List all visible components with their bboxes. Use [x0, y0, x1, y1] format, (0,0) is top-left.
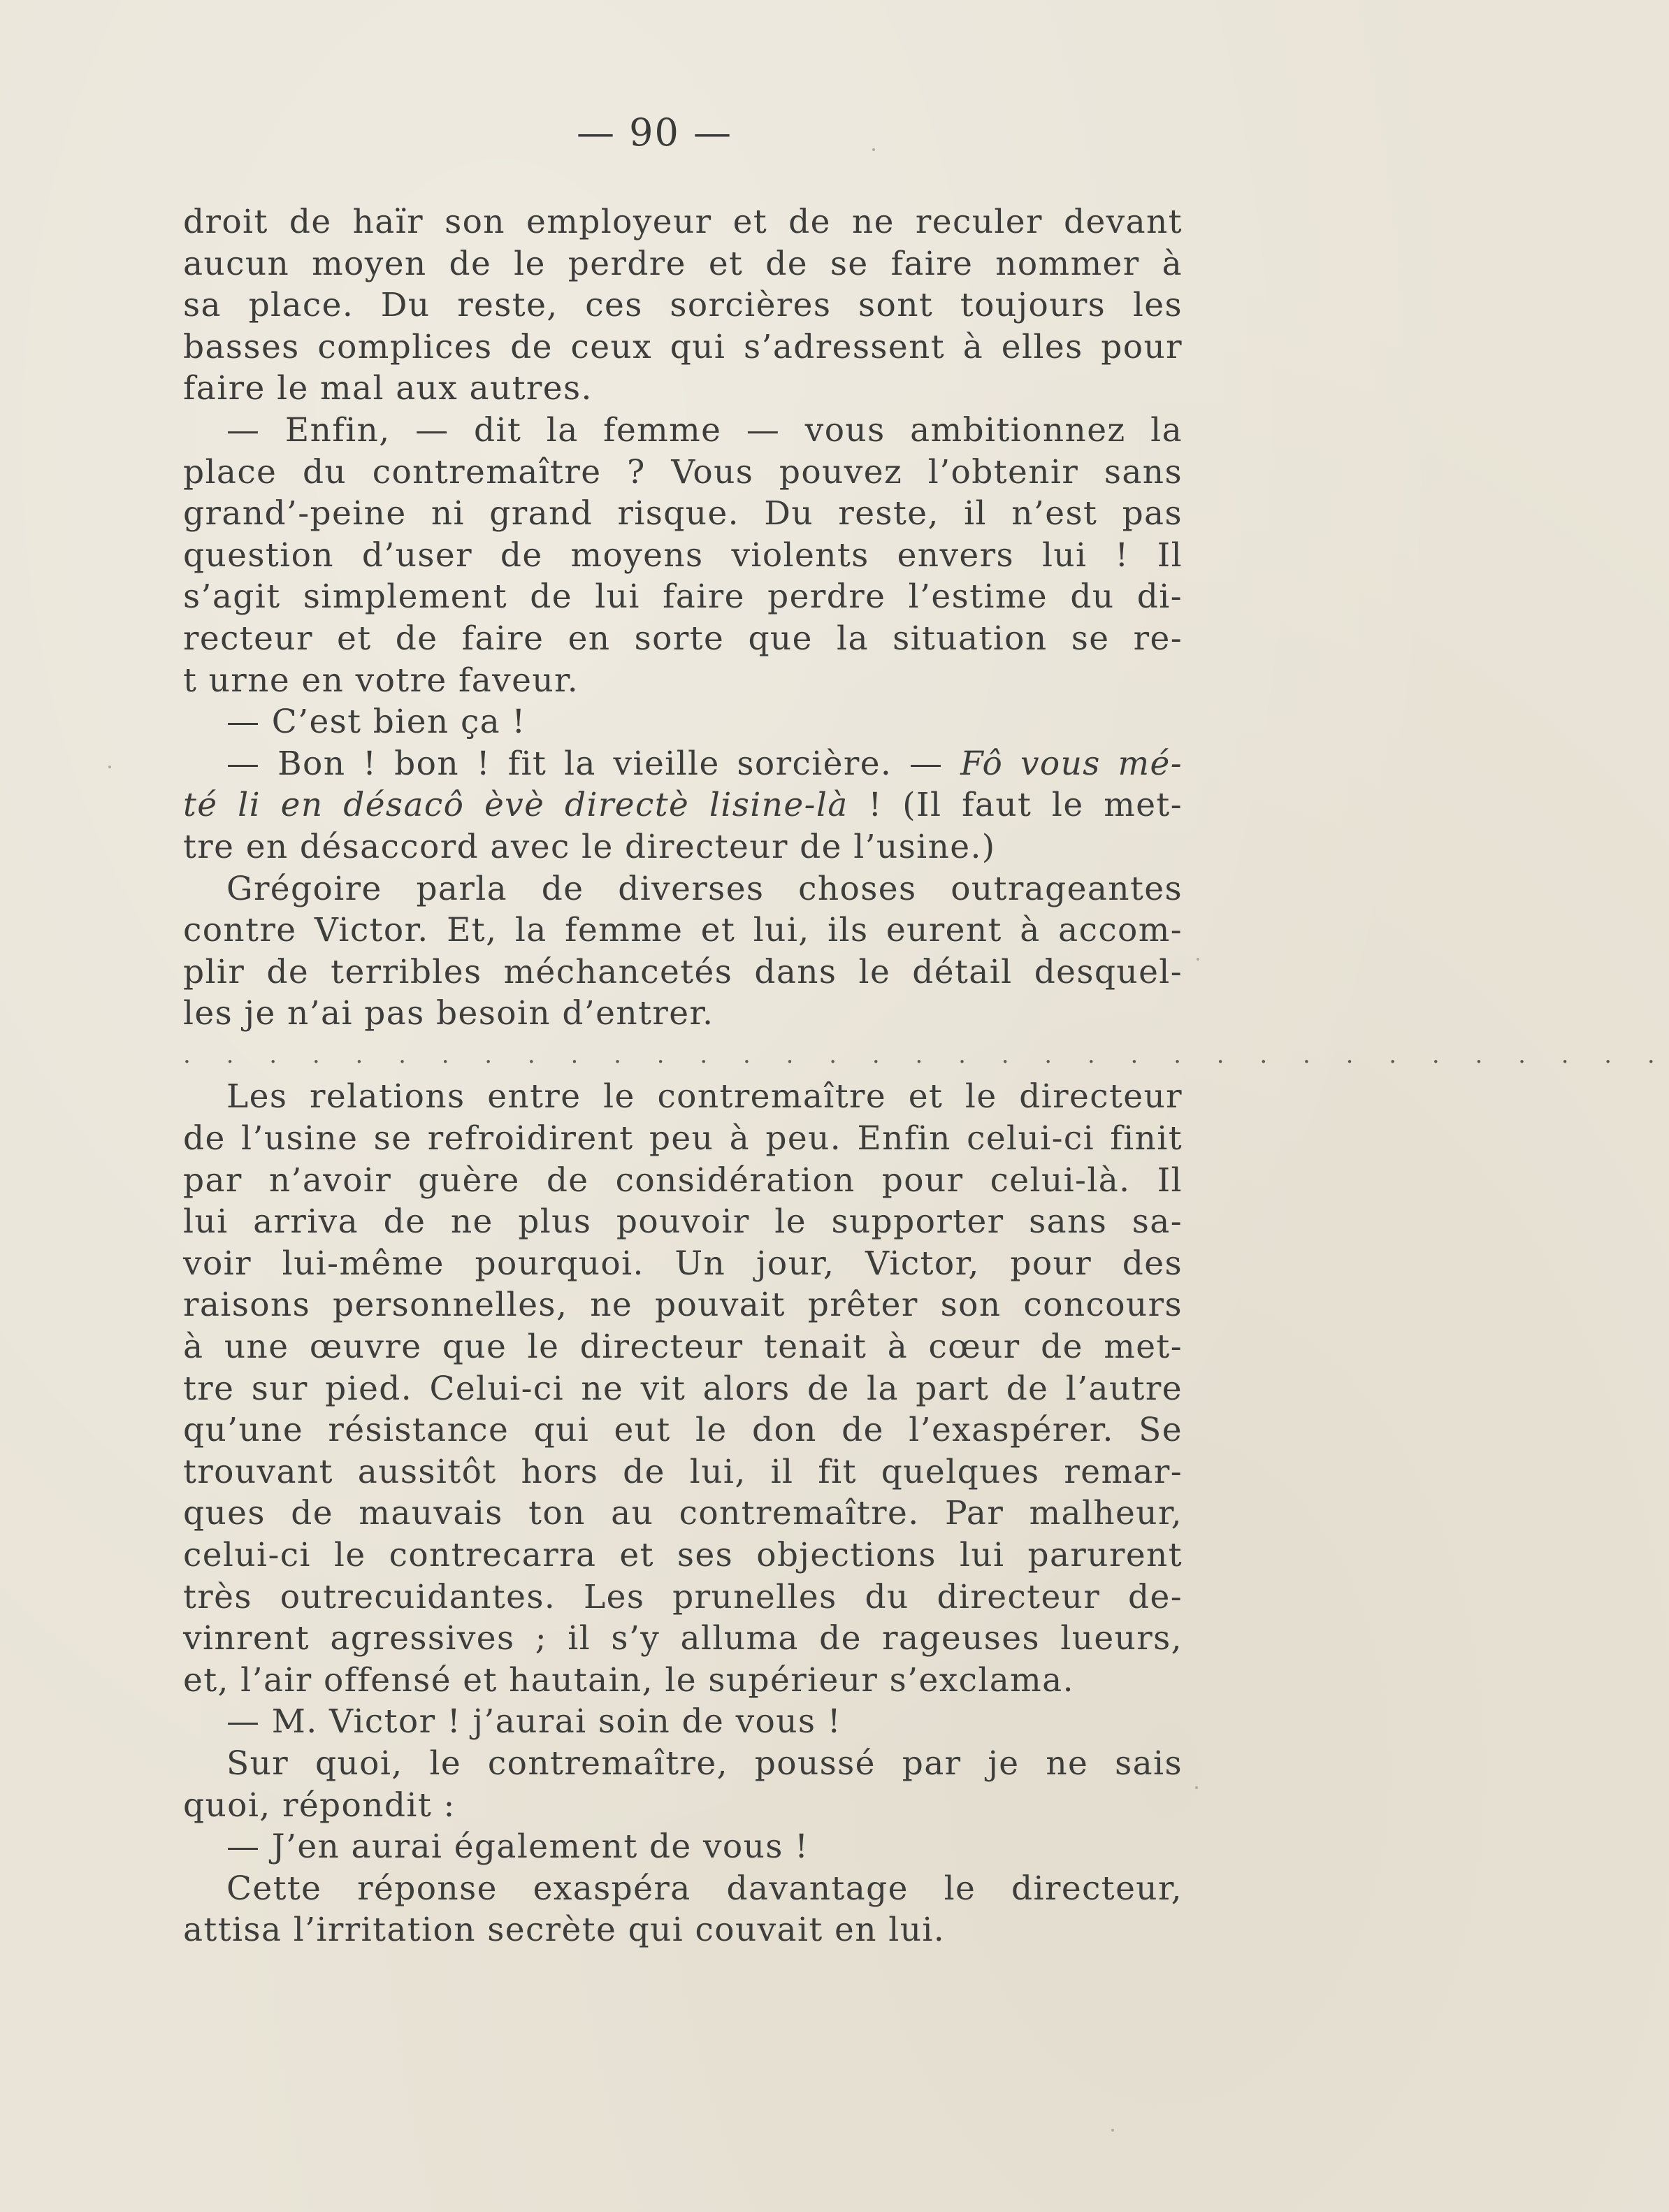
text-line: s’agit simplement de lui faire perdre l’estime du di-	[183, 577, 1183, 617]
text-run: — Bon ! bon ! fit la vieille sorcière. —	[226, 744, 961, 783]
text-line: recteur et de faire en sorte que la situation se re-	[183, 619, 1183, 658]
text-line: grand’-peine ni grand risque. Du reste, il n’est pas	[183, 494, 1183, 533]
text-line: raisons personnelles, ne pouvait prêter son concours	[183, 1286, 1183, 1325]
text-line: question d’user de moyens violents envers lui ! Il	[183, 536, 1183, 575]
paragraph	[183, 868, 1183, 1035]
text-line: par n’avoir guère de considération pour celui-là. Il	[183, 1161, 1183, 1200]
text-line: Sur quoi, le contremaître, poussé par je ne sais	[226, 1744, 1183, 1783]
body-text	[183, 201, 1669, 1951]
paragraph	[183, 410, 1183, 701]
text-line: t urne en votre faveur.	[183, 661, 579, 700]
text-line: basses complices de ceux qui s’adressent à elles pour	[183, 327, 1183, 366]
paper-speck	[1197, 958, 1199, 961]
paragraph	[183, 701, 1183, 743]
paper-speck	[1111, 2129, 1114, 2132]
text-line: — J’en aurai également de vous !	[226, 1827, 809, 1867]
text-line: — C’est bien ça !	[226, 703, 526, 742]
creole-italic-text: Fô vous mé-	[960, 744, 1183, 783]
text-line: droit de haïr son employeur et de ne reculer devant	[183, 203, 1183, 241]
text-line: Grégoire parla de diverses choses outrageantes	[226, 869, 1183, 908]
text-line: qu’une résistance qui eut le don de l’exaspérer. Se	[183, 1411, 1183, 1450]
text-line: Cette réponse exaspéra davantage le directeur,	[226, 1869, 1183, 1908]
text-line: celui-ci le contrecarra et ses objections lui parurent	[183, 1536, 1183, 1574]
text-line: voir lui-même pourquoi. Un jour, Victor, pour des	[183, 1244, 1183, 1283]
text-line: ques de mauvais ton au contremaître. Par malheur,	[183, 1494, 1183, 1533]
text-line: trouvant aussitôt hors de lui, il fit quelques remar-	[183, 1452, 1183, 1491]
text-line: aucun moyen de le perdre et de se faire nommer à	[183, 244, 1183, 283]
page-number: — 90 —	[576, 110, 733, 155]
paragraph	[183, 1868, 1183, 1951]
creole-italic-text: té li en désacô èvè directè lisine-là	[183, 786, 848, 825]
text-line: vinrent agressives ; il s’y alluma de rageuses lueurs,	[183, 1619, 1183, 1658]
text-line: — M. Victor ! j’aurai soin de vous !	[226, 1702, 842, 1741]
paragraph	[183, 1826, 1183, 1868]
text-line: de l’usine se refroidirent peu à peu. Enfin celui-ci finit	[183, 1119, 1183, 1158]
paper-speck	[1195, 1786, 1198, 1789]
text-line: sa place. Du reste, ces sorcières sont toujours les	[183, 286, 1183, 325]
text-line: attisa l’irritation secrète qui couvait en lui.	[183, 1911, 946, 1950]
paragraph	[183, 1701, 1183, 1743]
paragraph	[183, 201, 1183, 410]
text-line: quoi, répondit :	[183, 1786, 456, 1825]
paper-speck	[108, 766, 111, 768]
text-line: lui arriva de ne plus pouvoir le supporter sans sa-	[183, 1202, 1183, 1242]
separator-dots: . . . . . . . . . . . . . . . . . . . . . . . . . . . . . . . . . . .	[183, 1040, 1669, 1069]
text-line	[183, 784, 1183, 826]
text-line: très outrecuidantes. Les prunelles du directeur de-	[183, 1577, 1183, 1616]
text-line: plir de terribles méchancetés dans le détail desquel-	[183, 952, 1183, 991]
paper-speck	[872, 148, 875, 151]
paragraph	[183, 1743, 1183, 1826]
text-line: Les relations entre le contremaître et le directeur	[226, 1077, 1183, 1116]
text-line: place du contremaître ? Vous pouvez l’obtenir sans	[183, 452, 1183, 491]
text-line: et, l’air offensé et hautain, le supérieur s’exclama.	[183, 1660, 1074, 1700]
text-line: faire le mal aux autres.	[183, 369, 593, 408]
text-line: tre en désaccord avec le directeur de l’usine.)	[183, 827, 996, 866]
paragraph	[183, 1076, 1183, 1701]
text-run: ! (Il faut le met-	[848, 786, 1183, 825]
text-line: contre Victor. Et, la femme et lui, ils eurent à accom-	[183, 911, 1183, 950]
text-line: les je n’ai pas besoin d’entrer.	[183, 994, 714, 1033]
text-line	[183, 743, 1183, 785]
text-line: — Enfin, — dit la femme — vous ambitionnez la	[226, 410, 1183, 450]
paragraph	[183, 743, 1183, 868]
text-line: tre sur pied. Celui-ci ne vit alors de la part de l’autre	[183, 1369, 1183, 1408]
text-line: à une œuvre que le directeur tenait à cœur de met-	[183, 1328, 1183, 1367]
